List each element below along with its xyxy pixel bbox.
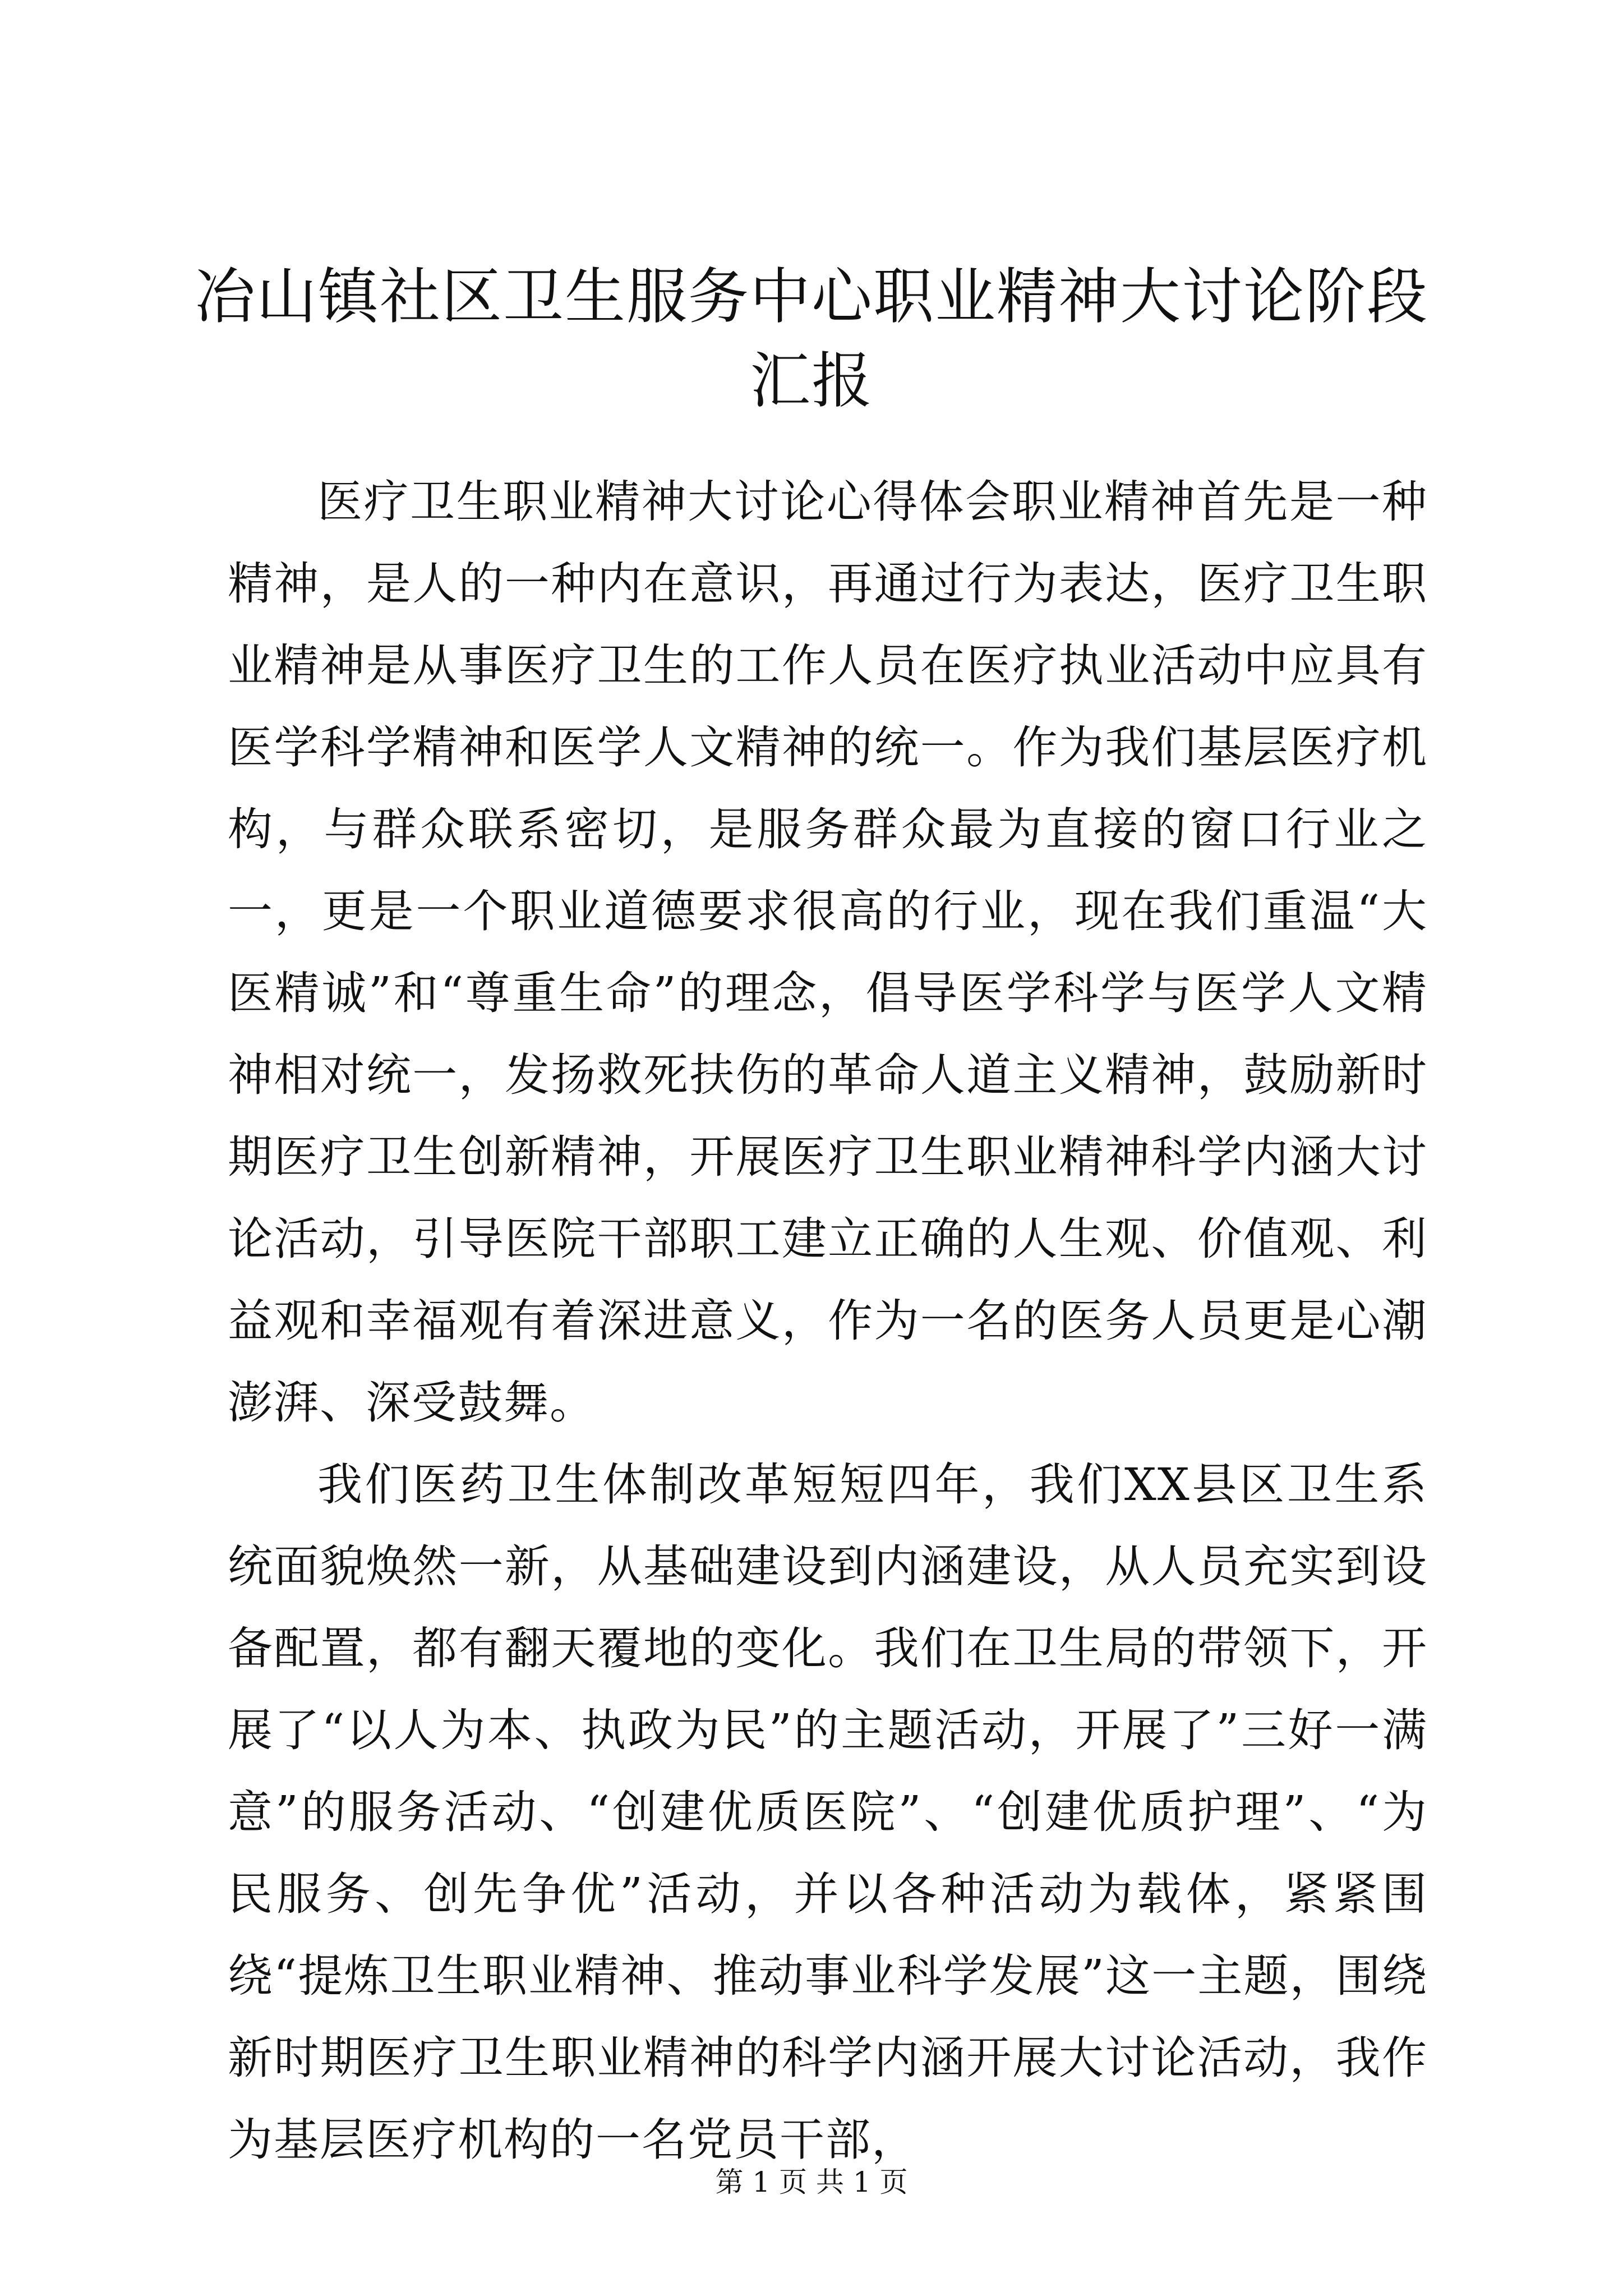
document-title [191,255,1432,424]
paragraph-2: 我们医药卫生体制改革短短四年，我们XX县区卫生系统面貌焕然一新，从基础建设到内涵建设，从人员充实到设备配置，都有翻天覆地的变化。我们在卫生局的带领下，开展了“以人为本、执政为民”的主题活动，开展了”三好一满意”的服务活动、“创建优质医院”、“创建优质护理”、“为民服务、创先争优”活动，并以各种活动为载体，紧紧围绕“提炼卫生职业精神、推动事业科学发展”这一主题，围绕新时期医疗卫生职业精神的科学内涵开展大讨论活动，我作为基层医疗机构的一名党员干部， [228,1458,1428,2166]
paragraph-1: 医疗卫生职业精神大讨论心得体会职业精神首先是一种精神，是人的一种内在意识，再通过行为表达，医疗卫生职业精神是从事医疗卫生的工作人员在医疗执业活动中应具有医学科学精神和医学人文精神的统一。作为我们基层医疗机构，与群众联系密切，是服务群众最为直接的窗口行业之一，更是一个职业道德要求很高的行业，现在我们重温“大医精诚”和“尊重生命”的理念，倡导医学科学与医学人文精神相对统一，发扬救死扶伤的革命人道主义精神，鼓励新时期医疗卫生创新精神，开展医疗卫生职业精神科学内涵大讨论活动，引导医院干部职工建立正确的人生观、价值观、利益观和幸福观有着深进意义，作为一名的医务人员更是心潮澎湃、深受鼓舞。 [228,476,1428,1429]
page-footer: 第 1 页 共 1 页 [715,2166,908,2198]
title-line-1: 冶山镇社区卫生服务中心职业精神大讨论阶段 [194,262,1428,332]
document-body [228,461,1428,2181]
title-line-2: 汇报 [749,346,873,416]
